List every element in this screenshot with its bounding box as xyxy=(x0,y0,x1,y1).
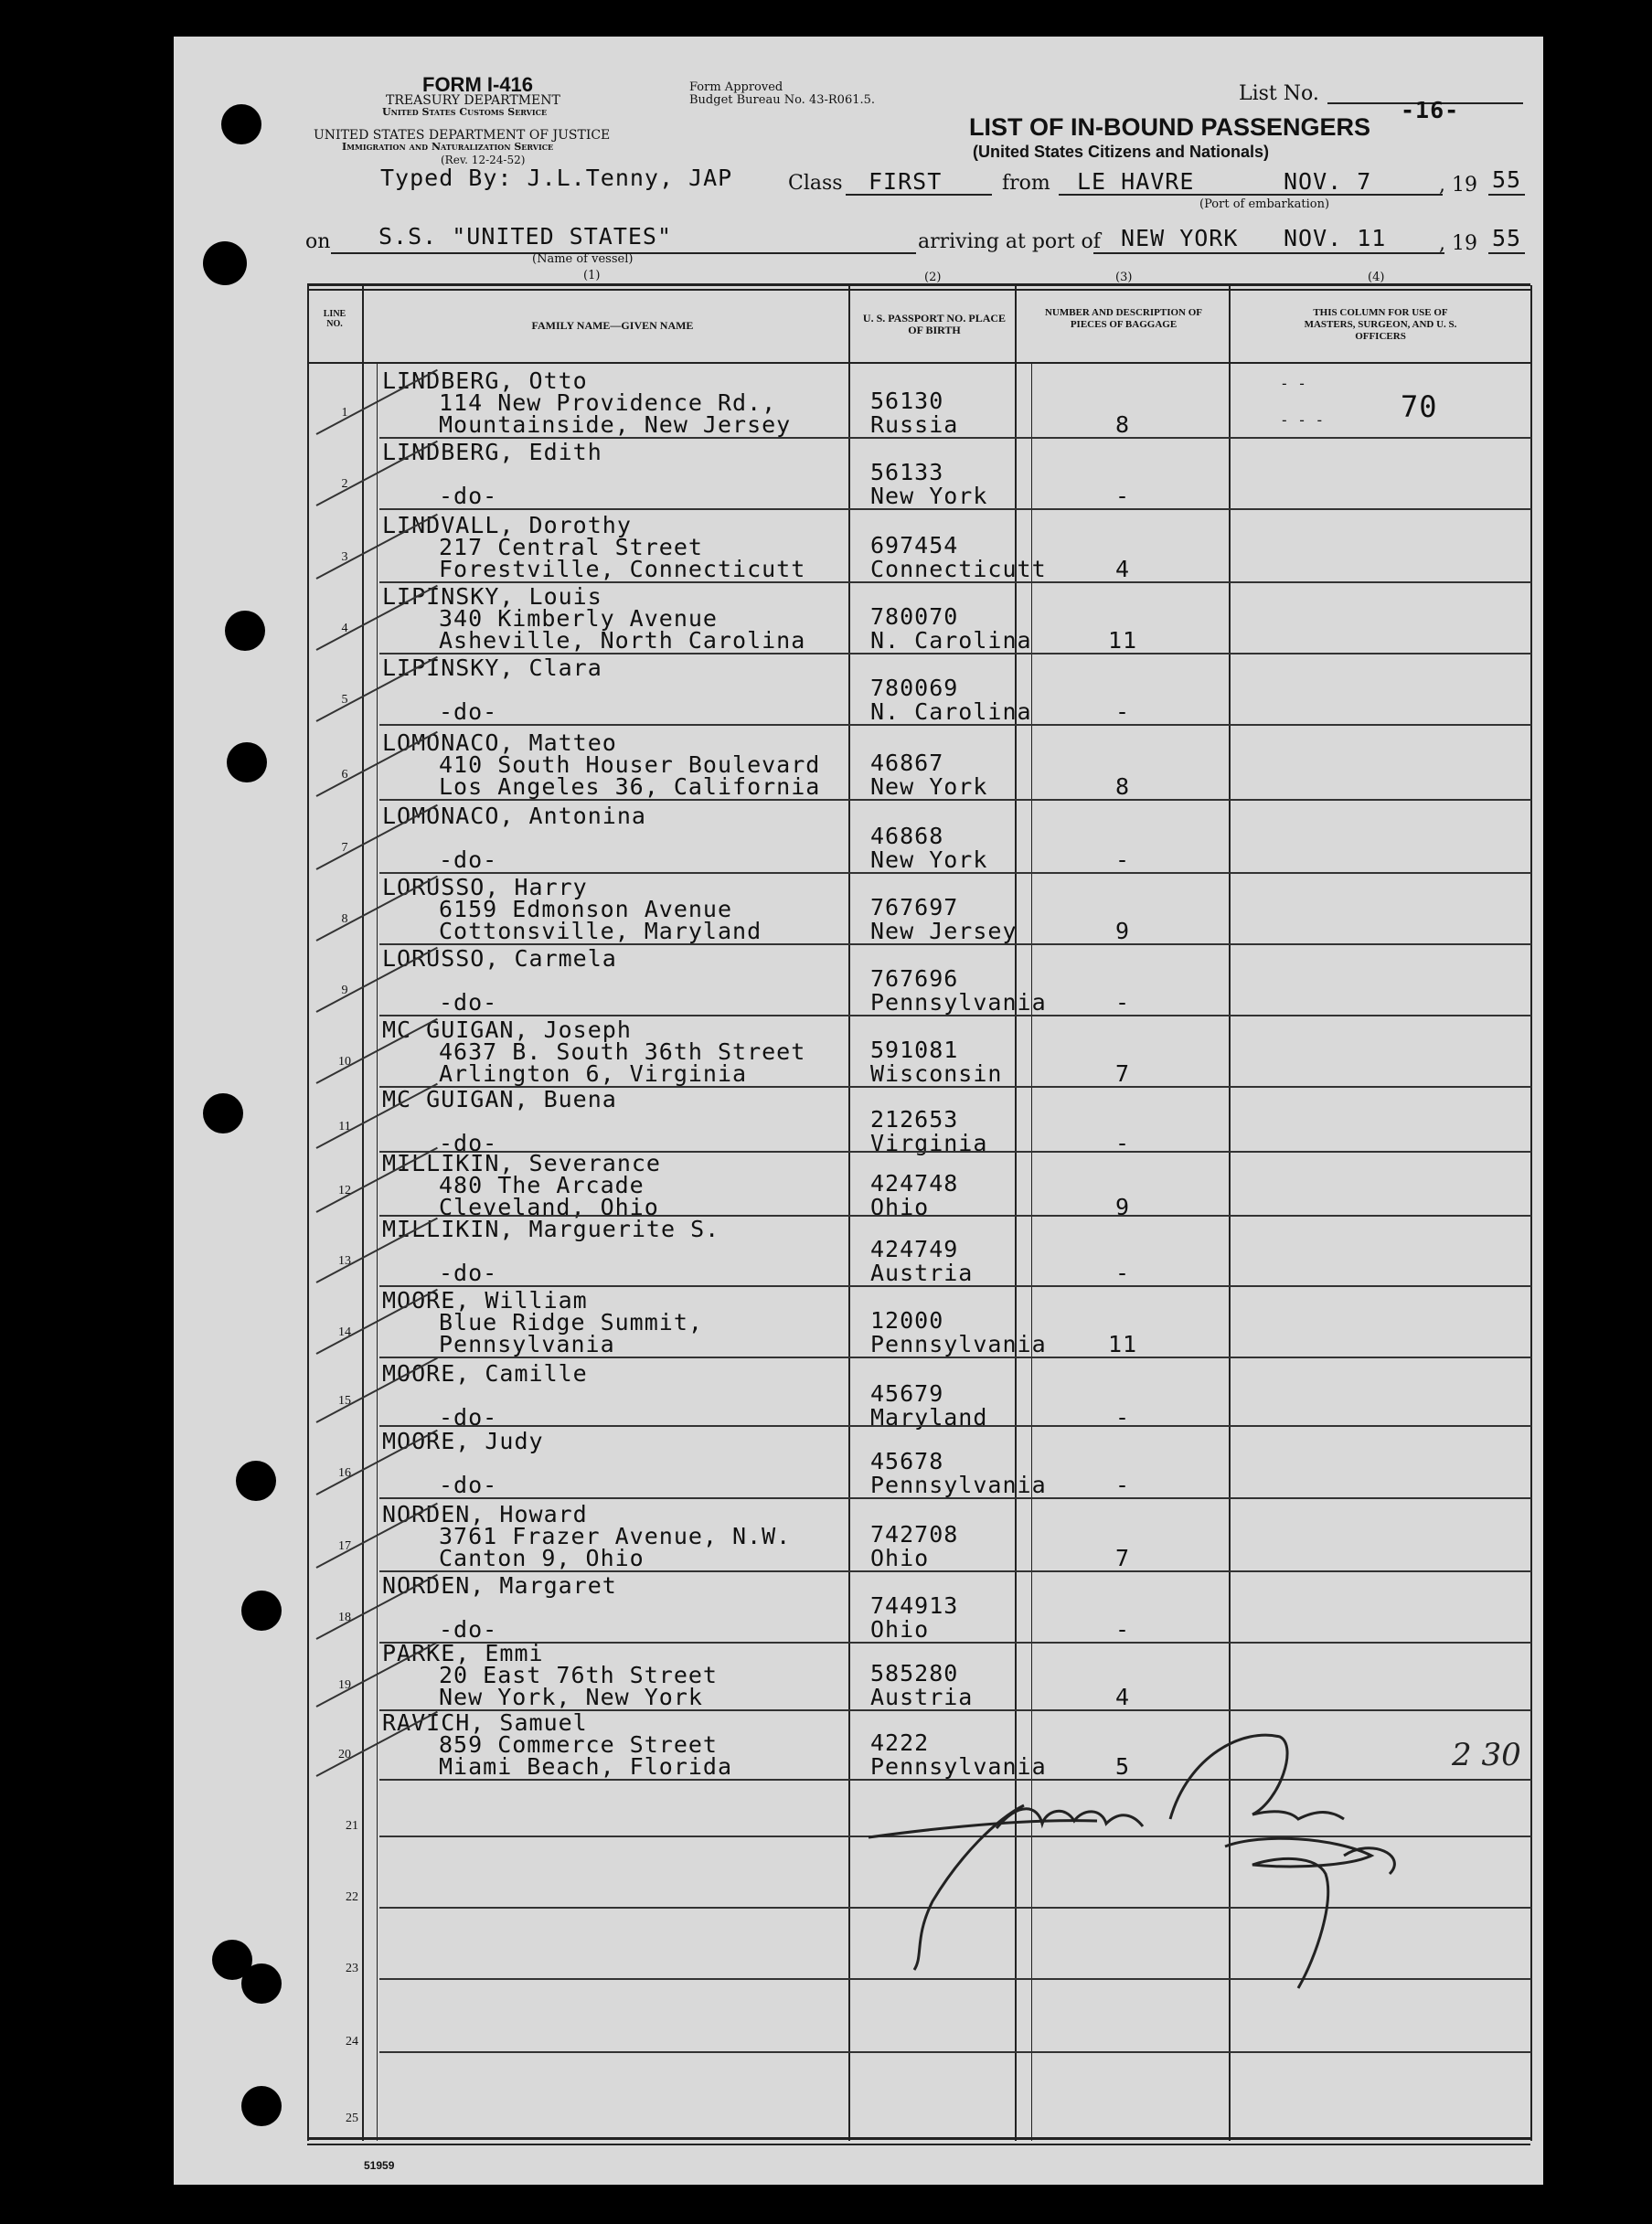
passport-number: 56130 xyxy=(870,388,944,414)
line-number: 13 xyxy=(338,1254,351,1268)
place-of-birth: Pennsylvania xyxy=(870,1331,1047,1357)
table-row xyxy=(0,947,1652,1020)
arrival-date: NOV. 11 xyxy=(1284,225,1387,251)
passenger-address-line2: -do- xyxy=(439,1616,498,1643)
table-top-rule-2 xyxy=(307,289,1530,291)
passport-number: 45679 xyxy=(870,1380,944,1407)
justice-line2: Immigration and Naturalization Service xyxy=(342,141,554,153)
depart-year: 55 xyxy=(1492,166,1522,193)
passenger-name: LINDBERG, Edith xyxy=(382,439,602,465)
passenger-address-line2: Canton 9, Ohio xyxy=(439,1545,645,1571)
table-row xyxy=(0,656,1652,729)
passport-number: 697454 xyxy=(870,532,959,559)
passenger-address-line1: 410 South Houser Boulevard xyxy=(439,751,821,778)
port-embarkation: LE HAVRE xyxy=(1077,168,1195,195)
passenger-address-line2: -do- xyxy=(439,1260,498,1286)
column-number-2: (2) xyxy=(924,271,942,284)
passenger-address-line2: Mountainside, New Jersey xyxy=(439,411,792,438)
footer-code: 51959 xyxy=(364,2159,395,2172)
line-number: 21 xyxy=(346,1819,358,1833)
baggage-count: 5 xyxy=(1114,1753,1131,1780)
place-of-birth: Austria xyxy=(870,1260,974,1286)
passenger-name: PARKE, Emmi xyxy=(382,1640,544,1666)
place-of-birth: Ohio xyxy=(870,1545,930,1571)
place-of-birth: Ohio xyxy=(870,1616,930,1643)
baggage-count: 9 xyxy=(1114,1194,1131,1220)
passenger-address-line2: -do- xyxy=(439,483,498,509)
place-of-birth: Pennsylvania xyxy=(870,989,1047,1016)
passenger-name: LIPINSKY, Clara xyxy=(382,654,602,681)
passenger-address-line2: Asheville, North Carolina xyxy=(439,627,806,654)
baggage-count: 11 xyxy=(1107,627,1138,654)
passport-number: 4222 xyxy=(870,1729,930,1756)
line-number: 16 xyxy=(338,1466,351,1480)
passenger-address-line2: Forestville, Connecticutt xyxy=(439,556,806,582)
passenger-name: LORUSSO, Carmela xyxy=(382,945,617,972)
from-label: from xyxy=(1002,172,1050,195)
check-mark xyxy=(316,656,438,722)
passenger-name: MC GUIGAN, Joseph xyxy=(382,1016,632,1043)
passenger-address-line1: 217 Central Street xyxy=(439,534,703,560)
check-mark xyxy=(316,1642,438,1708)
passport-number: 12000 xyxy=(870,1307,944,1334)
page-subtitle: (United States Citizens and Nationals) xyxy=(973,143,1270,161)
passenger-address-line2: Cottonsville, Maryland xyxy=(439,918,762,944)
baggage-count: - xyxy=(1114,1260,1131,1286)
passenger-address-line1: 6159 Edmonson Avenue xyxy=(439,896,733,922)
column-header-name: FAMILY NAME—GIVEN NAME xyxy=(531,319,694,332)
arrival-rule xyxy=(1093,252,1444,254)
row-rule xyxy=(379,2051,1531,2053)
line-number: 18 xyxy=(338,1611,351,1624)
place-of-birth: N. Carolina xyxy=(870,698,1032,725)
row-rule xyxy=(379,508,1531,510)
passport-number: 56133 xyxy=(870,459,944,485)
passport-number: 767696 xyxy=(870,965,959,992)
baggage-count: 7 xyxy=(1114,1060,1131,1087)
row-rule xyxy=(379,1357,1531,1358)
baggage-count: - xyxy=(1114,483,1131,509)
vessel-name: S.S. "UNITED STATES" xyxy=(378,223,673,250)
list-no-value: -16- xyxy=(1401,97,1460,123)
line-number: 3 xyxy=(341,550,348,564)
typed-by: Typed By: J.L.Tenny, JAP xyxy=(380,165,733,191)
arrival-port: NEW YORK xyxy=(1121,225,1239,251)
list-no-label: List No. xyxy=(1239,82,1319,105)
passenger-name: NORDEN, Howard xyxy=(382,1501,588,1527)
depart-year-prefix: , 19 xyxy=(1439,174,1477,197)
line-number: 6 xyxy=(341,768,348,782)
passenger-address-line2: -do- xyxy=(439,1404,498,1431)
approval-line2: Budget Bureau No. 43-R061.5. xyxy=(689,93,876,107)
passenger-address-line2: New York, New York xyxy=(439,1684,703,1710)
column-header-officers: THIS COLUMN FOR USE OF MASTERS, SURGEON, AND U. S. OFFICERS xyxy=(1304,307,1457,342)
line-number: 1 xyxy=(341,406,348,420)
passenger-address-line2: -do- xyxy=(439,846,498,873)
line-number: 4 xyxy=(341,622,348,635)
signature-time: 2 30 xyxy=(1452,1737,1521,1773)
line-number: 5 xyxy=(341,693,348,707)
baggage-count: - xyxy=(1114,1130,1131,1156)
place-of-birth: N. Carolina xyxy=(870,627,1032,654)
place-of-birth: Wisconsin xyxy=(870,1060,1003,1087)
line-number: 7 xyxy=(341,841,348,855)
punch-hole xyxy=(221,104,261,144)
table-row xyxy=(0,1642,1652,1715)
page-title: LIST OF IN-BOUND PASSENGERS xyxy=(969,113,1371,141)
check-mark xyxy=(316,585,438,651)
baggage-count: 9 xyxy=(1114,918,1131,944)
arrival-year: 55 xyxy=(1492,225,1522,251)
justice-line1: UNITED STATES DEPARTMENT OF JUSTICE xyxy=(314,128,611,143)
check-mark xyxy=(316,1430,438,1495)
place-of-birth: Ohio xyxy=(870,1194,930,1220)
passenger-address-line1: 340 Kimberly Avenue xyxy=(439,605,718,632)
row-rule xyxy=(379,799,1531,801)
place-of-birth: New York xyxy=(870,773,988,800)
dept-line2: United States Customs Service xyxy=(382,106,548,118)
passport-number: 212653 xyxy=(870,1106,959,1133)
column-header-baggage: NUMBER AND DESCRIPTION OF PIECES OF BAGGAGE xyxy=(1044,307,1203,330)
vessel-caption: (Name of vessel) xyxy=(532,252,634,266)
passport-number: 46867 xyxy=(870,750,944,776)
passenger-name: MILLIKIN, Severance xyxy=(382,1150,661,1176)
table-bottom-rule-2 xyxy=(307,2144,1530,2145)
class-label: Class xyxy=(788,172,843,195)
check-mark xyxy=(316,947,438,1013)
punch-hole xyxy=(241,1963,282,2004)
check-mark xyxy=(316,804,438,870)
line-number: 23 xyxy=(346,1962,358,1975)
place-of-birth: Connecticutt xyxy=(870,556,1047,582)
baggage-count: 11 xyxy=(1107,1331,1138,1357)
depart-year-rule xyxy=(1488,194,1525,196)
passenger-name: RAVICH, Samuel xyxy=(382,1709,588,1736)
passport-number: 780069 xyxy=(870,675,959,701)
table-row xyxy=(0,804,1652,878)
officer-note: 70 xyxy=(1401,389,1438,424)
table-row xyxy=(0,585,1652,658)
passenger-name: MOORE, Camille xyxy=(382,1360,588,1387)
line-number: 11 xyxy=(338,1120,351,1133)
row-rule xyxy=(379,1497,1531,1499)
check-mark xyxy=(316,441,438,506)
check-mark xyxy=(316,1218,438,1283)
passenger-name: MILLIKIN, Marguerite S. xyxy=(382,1216,720,1242)
table-top-rule xyxy=(307,283,1530,286)
check-mark xyxy=(316,1503,438,1569)
passenger-name: MC GUIGAN, Buena xyxy=(382,1086,617,1112)
table-row xyxy=(0,441,1652,514)
officer-dash-marks: - - - xyxy=(1280,411,1325,429)
passenger-name: LORUSSO, Harry xyxy=(382,874,588,900)
arriving-label: arriving at port of xyxy=(918,230,1101,253)
passenger-address-line2: Arlington 6, Virginia xyxy=(439,1060,748,1087)
passport-number: 591081 xyxy=(870,1037,959,1063)
check-mark xyxy=(316,1711,438,1777)
passport-number: 424748 xyxy=(870,1170,959,1197)
table-row xyxy=(0,1574,1652,1647)
row-rule xyxy=(379,724,1531,726)
baggage-count: - xyxy=(1114,1472,1131,1498)
class-value: FIRST xyxy=(869,168,943,195)
passenger-name: LIPINSKY, Louis xyxy=(382,583,602,610)
table-bottom-rule xyxy=(307,2137,1530,2140)
baggage-count: - xyxy=(1114,1404,1131,1431)
place-of-birth: Pennsylvania xyxy=(870,1472,1047,1498)
punch-hole xyxy=(241,2086,282,2126)
passenger-address-line1: 114 New Providence Rd., xyxy=(439,389,777,416)
column-number-1: (1) xyxy=(583,269,601,282)
line-number: 25 xyxy=(346,2112,358,2125)
baggage-count: 4 xyxy=(1114,556,1131,582)
passenger-name: LOMONACO, Antonina xyxy=(382,803,646,829)
line-number: 14 xyxy=(338,1325,351,1339)
passenger-address-line2: Los Angeles 36, California xyxy=(439,773,821,800)
passenger-address-line2: Pennsylvania xyxy=(439,1331,615,1357)
check-mark xyxy=(316,1357,438,1423)
on-label: on xyxy=(305,230,331,253)
check-mark xyxy=(316,1147,438,1213)
passenger-name: LOMONACO, Matteo xyxy=(382,729,617,756)
place-of-birth: New York xyxy=(870,846,988,873)
punch-hole xyxy=(203,241,247,285)
line-number: 2 xyxy=(341,477,348,491)
table-row xyxy=(0,369,1652,442)
table-row xyxy=(0,1088,1652,1156)
place-of-birth: Austria xyxy=(870,1684,974,1710)
passenger-address-line1: Blue Ridge Summit, xyxy=(439,1309,703,1335)
column-header-line-no: LINE NO. xyxy=(323,309,346,329)
baggage-count: - xyxy=(1114,698,1131,725)
passport-number: 46868 xyxy=(870,823,944,849)
dept-line1: TREASURY DEPARTMENT xyxy=(386,93,560,108)
passenger-address-line2: -do- xyxy=(439,698,498,725)
baggage-count: - xyxy=(1114,1616,1131,1643)
baggage-count: - xyxy=(1114,846,1131,873)
table-row xyxy=(0,1430,1652,1503)
column-number-3: (3) xyxy=(1115,271,1133,284)
place-of-birth: Virginia xyxy=(870,1130,988,1156)
passenger-address-line1: 859 Commerce Street xyxy=(439,1731,718,1758)
check-mark xyxy=(316,514,438,580)
passenger-address-line2: Cleveland, Ohio xyxy=(439,1194,659,1220)
line-number: 20 xyxy=(338,1748,351,1761)
table-row xyxy=(0,1289,1652,1362)
passenger-address-line1: 20 East 76th Street xyxy=(439,1662,718,1688)
check-mark xyxy=(316,369,438,435)
check-mark xyxy=(316,1289,438,1355)
passenger-name: NORDEN, Margaret xyxy=(382,1572,617,1599)
check-mark xyxy=(316,1018,438,1084)
check-mark xyxy=(316,731,438,797)
place-of-birth: New York xyxy=(870,483,988,509)
port-embarkation-caption: (Port of embarkation) xyxy=(1199,197,1330,211)
passenger-address-line1: 480 The Arcade xyxy=(439,1172,645,1198)
table-header-rule xyxy=(307,362,1530,364)
passenger-name: LINDBERG, Otto xyxy=(382,367,588,394)
passenger-name: LINDVALL, Dorothy xyxy=(382,512,632,538)
passport-number: 767697 xyxy=(870,894,959,920)
passport-number: 744913 xyxy=(870,1592,959,1619)
check-mark xyxy=(316,876,438,942)
passport-number: 424749 xyxy=(870,1236,959,1262)
place-of-birth: Pennsylvania xyxy=(870,1753,1047,1780)
table-row xyxy=(0,731,1652,804)
place-of-birth: New Jersey xyxy=(870,918,1018,944)
passenger-address-line2: Miami Beach, Florida xyxy=(439,1753,733,1780)
passport-number: 585280 xyxy=(870,1660,959,1687)
line-number: 9 xyxy=(341,984,348,997)
passport-number: 780070 xyxy=(870,603,959,630)
table-row xyxy=(0,1503,1652,1576)
baggage-count: 7 xyxy=(1114,1545,1131,1571)
place-of-birth: Russia xyxy=(870,411,959,438)
line-number: 22 xyxy=(346,1890,358,1904)
revision: (Rev. 12-24-52) xyxy=(441,154,526,166)
officer-dash-marks: - - xyxy=(1280,375,1306,392)
passenger-address-line2: -do- xyxy=(439,1130,498,1156)
passenger-name: MOORE, William xyxy=(382,1287,588,1314)
passenger-name: MOORE, Judy xyxy=(382,1428,544,1454)
passport-number: 45678 xyxy=(870,1448,944,1474)
line-number: 24 xyxy=(346,2035,358,2048)
form-number: FORM I-416 xyxy=(422,73,534,96)
row-rule xyxy=(379,1425,1531,1427)
check-mark xyxy=(316,1574,438,1640)
check-mark xyxy=(316,1083,438,1149)
line-number: 8 xyxy=(341,912,348,926)
passenger-address-line1: 4637 B. South 36th Street xyxy=(439,1038,806,1065)
table-row xyxy=(0,1362,1652,1431)
table-row xyxy=(0,1152,1652,1220)
baggage-count: - xyxy=(1114,989,1131,1016)
line-number: 17 xyxy=(338,1539,351,1553)
officer-signature xyxy=(859,1719,1518,1993)
line-number: 15 xyxy=(338,1394,351,1408)
table-row xyxy=(0,876,1652,949)
passport-number: 742708 xyxy=(870,1521,959,1548)
baggage-count: 8 xyxy=(1114,773,1131,800)
line-number: 19 xyxy=(338,1678,351,1692)
passenger-address-line2: -do- xyxy=(439,1472,498,1498)
line-number: 10 xyxy=(338,1055,351,1069)
place-of-birth: Maryland xyxy=(870,1404,988,1431)
table-row xyxy=(0,1018,1652,1091)
column-header-passport: U. S. PASSPORT NO. PLACE OF BIRTH xyxy=(862,312,1007,336)
arrival-year-prefix: , 19 xyxy=(1439,232,1477,255)
approval-line1: Form Approved xyxy=(689,80,783,94)
line-number: 12 xyxy=(338,1184,351,1197)
baggage-count: 4 xyxy=(1114,1684,1131,1710)
baggage-count: 8 xyxy=(1114,411,1131,438)
table-row xyxy=(0,1218,1652,1291)
arrival-year-rule xyxy=(1488,252,1525,254)
column-number-4: (4) xyxy=(1368,271,1385,284)
table-row xyxy=(0,514,1652,587)
depart-date: NOV. 7 xyxy=(1284,168,1372,195)
passenger-address-line1: 3761 Frazer Avenue, N.W. xyxy=(439,1523,792,1549)
passenger-address-line2: -do- xyxy=(439,989,498,1016)
